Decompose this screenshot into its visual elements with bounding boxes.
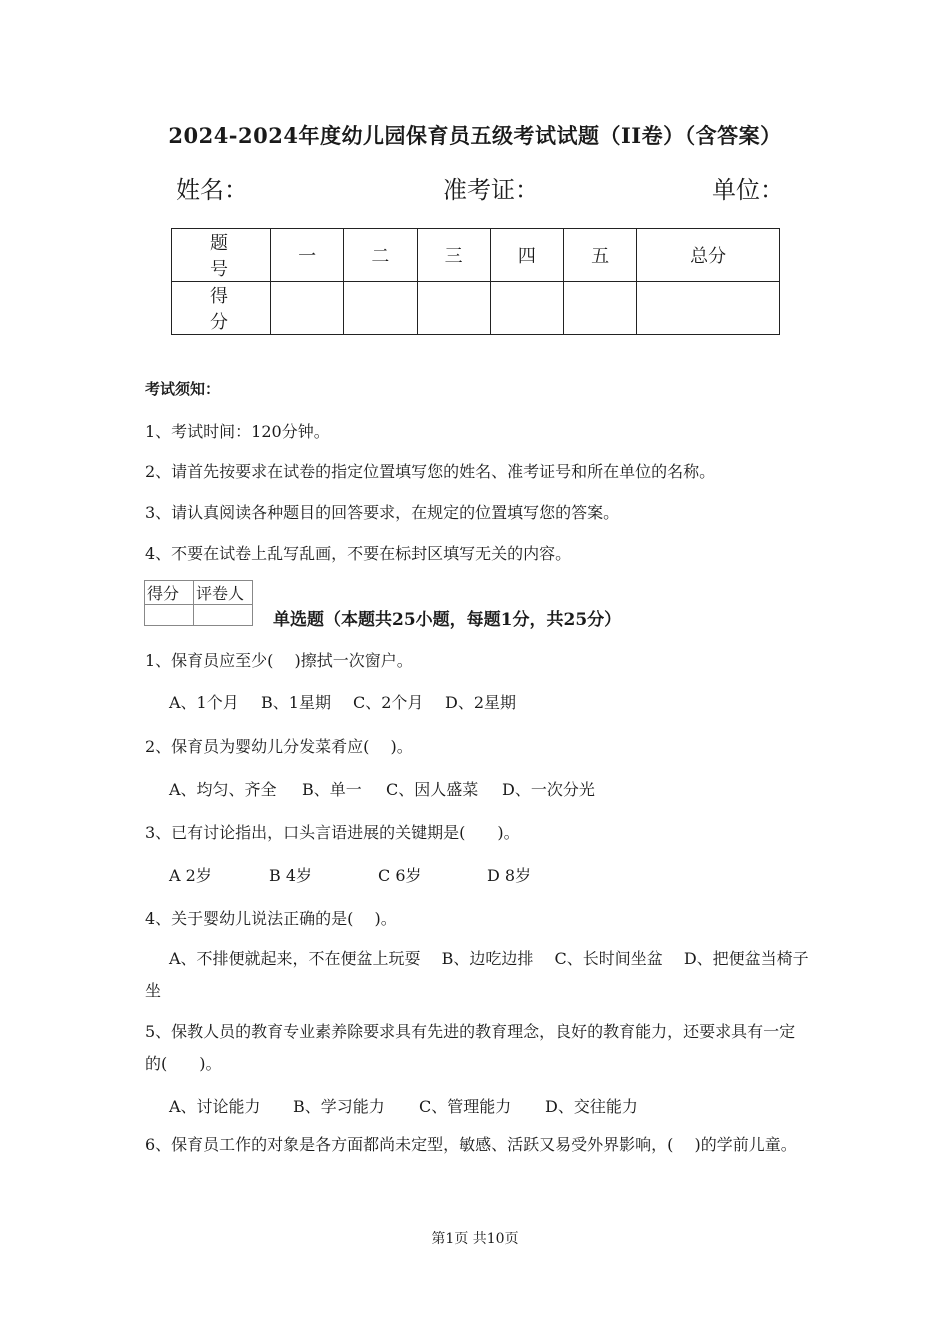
grader-box: [144, 580, 253, 626]
option-d: D、交往能力: [545, 1097, 638, 1116]
name-label: 姓名：: [176, 176, 248, 204]
notice-item: 3、请认真阅读各种题目的回答要求，在规定的位置填写您的答案。: [145, 503, 620, 522]
question-4: 4、关于婴幼儿说法正确的是( )。: [145, 909, 397, 928]
score-table-header-cell: 四: [490, 229, 563, 282]
notice-item: 1、考试时间：120分钟。: [145, 422, 330, 441]
score-table-header-cell: 一: [271, 229, 344, 282]
grader-score-cell[interactable]: [145, 605, 194, 626]
score-cell[interactable]: [564, 282, 637, 335]
page-footer: 第1页 共10页: [431, 1231, 519, 1247]
grader-name-label: 评卷人: [194, 581, 253, 605]
question-1: 1、保育员应至少( )擦拭一次窗户。: [145, 651, 413, 670]
question-1-options: [169, 690, 516, 713]
score-table-row-label: 得 分: [172, 282, 271, 335]
option-b: B、学习能力: [293, 1097, 385, 1116]
option-c: C、管理能力: [419, 1097, 512, 1116]
question-5: [145, 1016, 810, 1080]
question-3: 3、已有讨论指出，口头言语进展的关键期是( )。: [145, 823, 520, 842]
section-title: 单选题（本题共25小题，每题1分，共25分）: [273, 610, 622, 630]
question-4-options: [145, 943, 810, 1007]
question-3-options: [169, 863, 531, 886]
unit-label: 单位：: [712, 176, 784, 204]
score-table-header-cell: 五: [564, 229, 637, 282]
notice-heading: 考试须知：: [145, 380, 221, 398]
score-cell[interactable]: [490, 282, 563, 335]
option-d: D 8岁: [487, 866, 532, 885]
option-b: B、1星期: [261, 693, 331, 712]
option-a: A、1个月: [169, 693, 239, 712]
score-table: [171, 228, 780, 335]
question-6-text: 6、保育员工作的对象是各方面都尚未定型，敏感、活跃又易受外界影响，( )的学前儿童。: [145, 1135, 797, 1154]
option-c: C、因人盛菜: [386, 780, 479, 799]
option-b: B、单一: [302, 780, 362, 799]
option-d: D、一次分光: [502, 780, 595, 799]
option-b: B 4岁: [269, 866, 313, 885]
score-table-header-cell: 二: [344, 229, 417, 282]
score-table-header-cell: 三: [417, 229, 490, 282]
score-cell[interactable]: [637, 282, 780, 335]
question-4-options-text: A、不排便就起来，不在便盆上玩耍 B、边吃边排 C、长时间坐盆 D、把便盆当椅子坐: [145, 949, 809, 1000]
notice-item: 4、不要在试卷上乱写乱画，不要在标封区填写无关的内容。: [145, 544, 572, 563]
option-d: D、2星期: [445, 693, 517, 712]
notice-item: 2、请首先按要求在试卷的指定位置填写您的姓名、准考证号和所在单位的名称。: [145, 462, 716, 481]
score-cell[interactable]: [417, 282, 490, 335]
score-table-header-label: 题 号: [172, 229, 271, 282]
grader-name-cell[interactable]: [194, 605, 253, 626]
option-a: A 2岁: [169, 866, 212, 885]
question-5-options: [169, 1094, 638, 1117]
score-cell[interactable]: [344, 282, 417, 335]
option-a: A、均匀、齐全: [169, 780, 277, 799]
score-table-header-row: [172, 229, 780, 282]
question-6: [145, 1129, 810, 1161]
question-5-text: 5、保教人员的教育专业素养除要求具有先进的教育理念，良好的教育能力，还要求具有一定的( )。: [145, 1022, 796, 1073]
score-table-header-cell: 总分: [637, 229, 780, 282]
exam-title: 2024-2024年度幼儿园保育员五级考试试题（II卷）（含答案）: [168, 123, 782, 148]
question-2-options: [169, 777, 595, 800]
option-a: A、讨论能力: [169, 1097, 261, 1116]
option-c: C 6岁: [378, 866, 422, 885]
question-2: 2、保育员为婴幼儿分发菜肴应( )。: [145, 737, 413, 756]
option-c: C、2个月: [353, 693, 424, 712]
score-cell[interactable]: [271, 282, 344, 335]
score-table-score-row: [172, 282, 780, 335]
grader-score-label: 得分: [145, 581, 194, 605]
exam-id-label: 准考证：: [443, 176, 539, 204]
